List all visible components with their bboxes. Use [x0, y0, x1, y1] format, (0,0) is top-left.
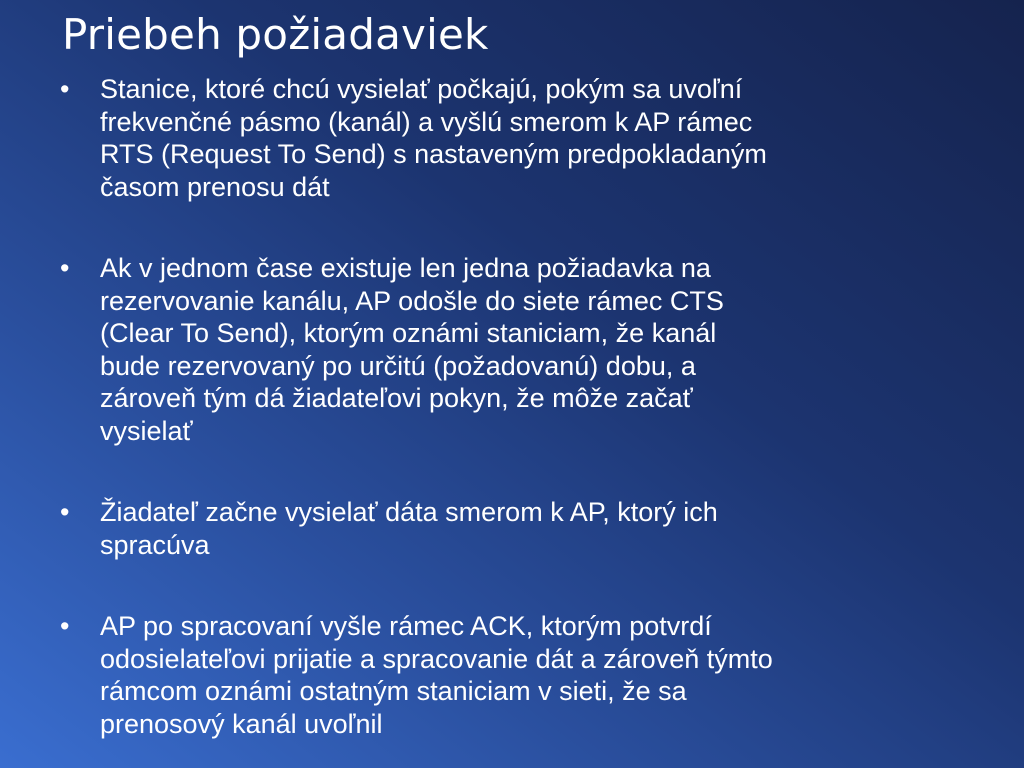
bullet-line: bude rezervovaný po určitú (požadovanú) dobu, a [100, 350, 696, 381]
bullet-line: Stanice, ktoré chcú vysielať počkajú, pokým sa uvoľní [100, 74, 743, 104]
bullet-icon: • [60, 253, 70, 283]
bullet-line: časom prenosu dát [100, 171, 330, 202]
bullet-line: (Clear To Send), ktorým oznámi staniciam, že kanál [100, 318, 717, 348]
bullet-item [0, 73, 1024, 203]
bullet-line: RTS (Request To Send) s nastaveným predpokladaným [100, 139, 767, 169]
bullet-icon: • [60, 497, 70, 527]
bullet-line: odosielateľovi prijatie a spracovanie dát a zároveň týmto [100, 643, 773, 674]
bullet-line: rámcom oznámi ostatným staniciam v sieti, že sa [100, 676, 687, 706]
bullet-item [0, 496, 1024, 561]
bullet-text [100, 610, 980, 740]
bullet-line: spracúva [100, 529, 210, 560]
bullet-line: prenosový kanál uvoľnil [100, 708, 383, 739]
bullet-line: vysielať [100, 415, 193, 446]
bullet-item [0, 610, 1024, 740]
bullet-icon: • [60, 611, 70, 641]
bullet-text [100, 496, 980, 561]
bullet-text [100, 73, 980, 203]
bullet-line: rezervovanie kanálu, AP odošle do siete rámec CTS [100, 285, 724, 316]
bullet-line: zároveň tým dá žiadateľovi pokyn, že môže začať [100, 383, 693, 413]
bullet-line: frekvenčné pásmo (kanál) a vyšlú smerom k AP rámec [100, 106, 753, 137]
bullet-text [100, 252, 980, 447]
bullet-line: Žiadateľ začne vysielať dáta smerom k AP, ktorý ich [100, 497, 718, 527]
bullet-list [0, 73, 1024, 740]
slide-title: Priebeh požiadaviek [62, 10, 489, 59]
bullet-icon: • [60, 74, 70, 104]
bullet-item [0, 252, 1024, 447]
bullet-line: AP po spracovaní vyšle rámec ACK, ktorým potvrdí [100, 611, 712, 641]
bullet-line: Ak v jednom čase existuje len jedna požiadavka na [100, 253, 711, 283]
